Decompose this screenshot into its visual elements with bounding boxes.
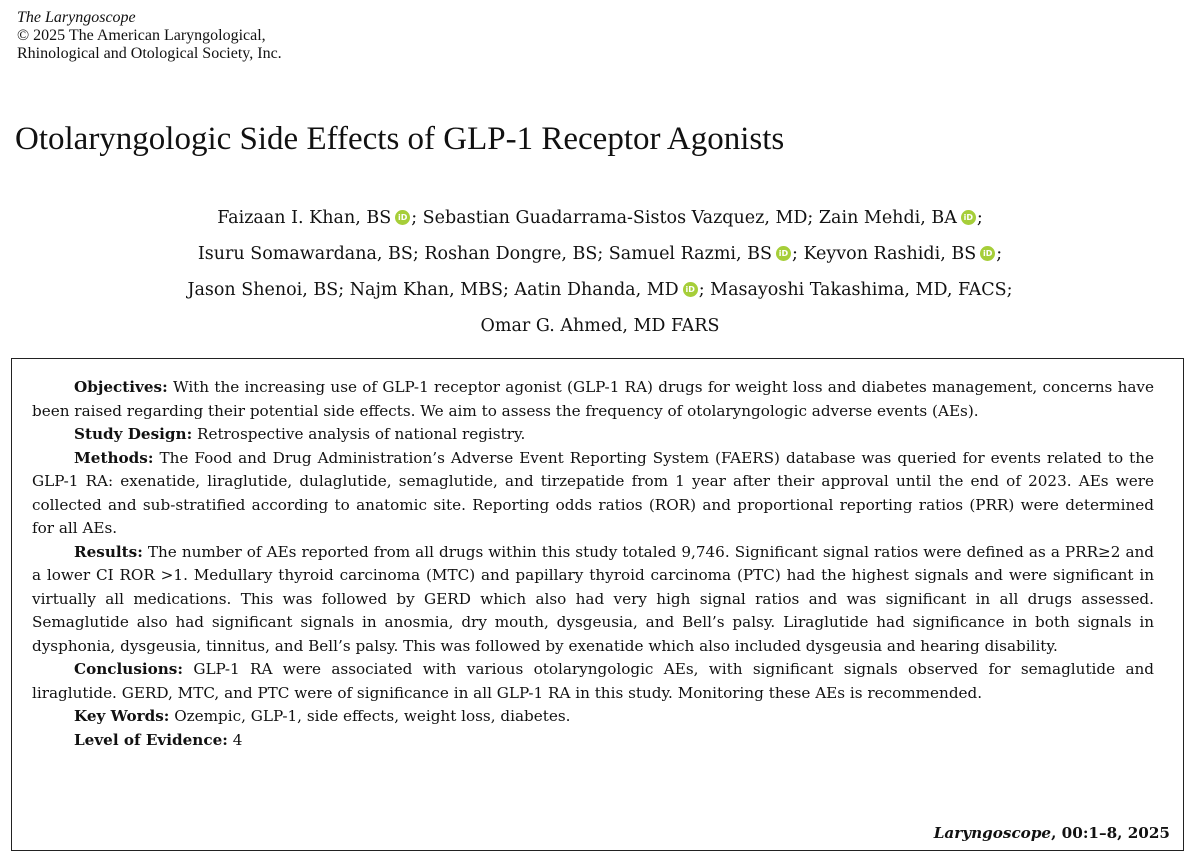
orcid-icon[interactable]: iD xyxy=(980,246,995,261)
section-label: Methods: xyxy=(74,448,154,467)
section-label: Results: xyxy=(74,542,143,561)
section-label: Conclusions: xyxy=(74,660,183,678)
abstract-objectives xyxy=(32,376,1154,423)
section-label: Study Design: xyxy=(74,425,193,443)
orcid-icon[interactable]: iD xyxy=(961,210,976,225)
section-text: 4 xyxy=(232,730,243,749)
author-line xyxy=(0,236,1200,272)
abstract-conclusions xyxy=(32,658,1154,705)
author-name: Isuru Somawardana, BS; Roshan Dongre, BS; Samuel Razmi, BS xyxy=(197,244,772,264)
citation xyxy=(934,824,1170,842)
author-name: ; Keyvon Rashidi, BS xyxy=(791,244,977,264)
article-title: Otolaryngologic Side Effects of GLP-1 Receptor Agonists xyxy=(15,121,785,157)
section-text: Retrospective analysis of national registry. xyxy=(197,425,526,443)
citation-journal: Laryngoscope xyxy=(933,824,1052,842)
abstract-results xyxy=(32,541,1154,659)
orcid-icon[interactable]: iD xyxy=(683,282,698,297)
abstract-study-design xyxy=(32,423,1154,447)
abstract xyxy=(32,376,1154,752)
author-name: Omar G. Ahmed, MD FARS xyxy=(480,316,720,336)
orcid-icon[interactable]: iD xyxy=(776,246,791,261)
abstract-methods xyxy=(32,447,1154,541)
author-separator: ; xyxy=(976,208,983,228)
section-label: Level of Evidence: xyxy=(74,730,228,749)
author-separator: ; xyxy=(996,244,1003,264)
orcid-icon[interactable]: iD xyxy=(395,210,410,225)
author-line xyxy=(0,308,1200,344)
abstract-box xyxy=(11,358,1184,851)
section-label: Objectives: xyxy=(74,378,168,396)
author-name: ; Masayoshi Takashima, MD, FACS; xyxy=(698,280,1013,300)
author-name: ; Sebastian Guadarrama-Sistos Vazquez, MD; Zain Mehdi, BA xyxy=(411,208,957,228)
abstract-keywords xyxy=(32,705,1154,729)
section-label: Key Words: xyxy=(74,707,170,725)
copyright-line: © 2025 The American Laryngological, xyxy=(17,27,266,44)
abstract-evidence-level xyxy=(32,729,1154,753)
section-text: With the increasing use of GLP-1 receptor agonist (GLP-1 RA) drugs for weight loss and diabetes management, concerns have been raised regarding their potential side effects. We aim to assess the frequency of otolaryngologic adverse events (AEs). xyxy=(32,378,1154,420)
copyright-line: Rhinological and Otological Society, Inc. xyxy=(17,45,282,62)
journal-name: The Laryngoscope xyxy=(17,9,136,26)
section-text: Ozempic, GLP-1, side effects, weight loss, diabetes. xyxy=(174,707,571,725)
section-text: GLP-1 RA were associated with various otolaryngologic AEs, with significant signals observed for semaglutide and liraglutide. GERD, MTC, and PTC were of significance in all GLP-1 RA in this study. Monitoring these AEs is recommended. xyxy=(32,660,1155,702)
author-list xyxy=(0,200,1200,344)
author-name: Jason Shenoi, BS; Najm Khan, MBS; Aatin Dhanda, MD xyxy=(187,280,679,300)
author-line xyxy=(0,200,1200,236)
author-name: Faizaan I. Khan, BS xyxy=(217,208,392,228)
citation-details: , 00:1–8, 2025 xyxy=(1051,824,1170,842)
journal-header xyxy=(17,9,282,63)
section-text: The Food and Drug Administration’s Adverse Event Reporting System (FAERS) database was queried for events related to the GLP-1 RA: exenatide, liraglutide, dulaglutide, semaglutide, and tirzepatide from 1 year after their approval until the end of 2023. AEs were collected and sub-stratified according to anatomic site. Reporting odds ratios (ROR) and proportional reporting ratios (PRR) were determined for all AEs. xyxy=(32,448,1155,537)
section-text: The number of AEs reported from all drugs within this study totaled 9,746. Significant signal ratios were defined as a PRR≥2 and a lower CI ROR >1. Medullary thyroid carcinoma (MTC) and papillary thyroid carcinoma (PTC) had the highest signals and were significant in virtually all medications. This was followed by GERD which also had very high signal ratios and was significant in all drugs assessed. Semaglutide also had significant signals in anosmia, dry mouth, dysgeusia, and Bell’s palsy. Liraglutide had significance in both signals in dysphonia, dysgeusia, tinnitus, and Bell’s palsy. This was followed by exenatide which also included dysgeusia and hearing disability. xyxy=(32,542,1154,655)
author-line xyxy=(0,272,1200,308)
